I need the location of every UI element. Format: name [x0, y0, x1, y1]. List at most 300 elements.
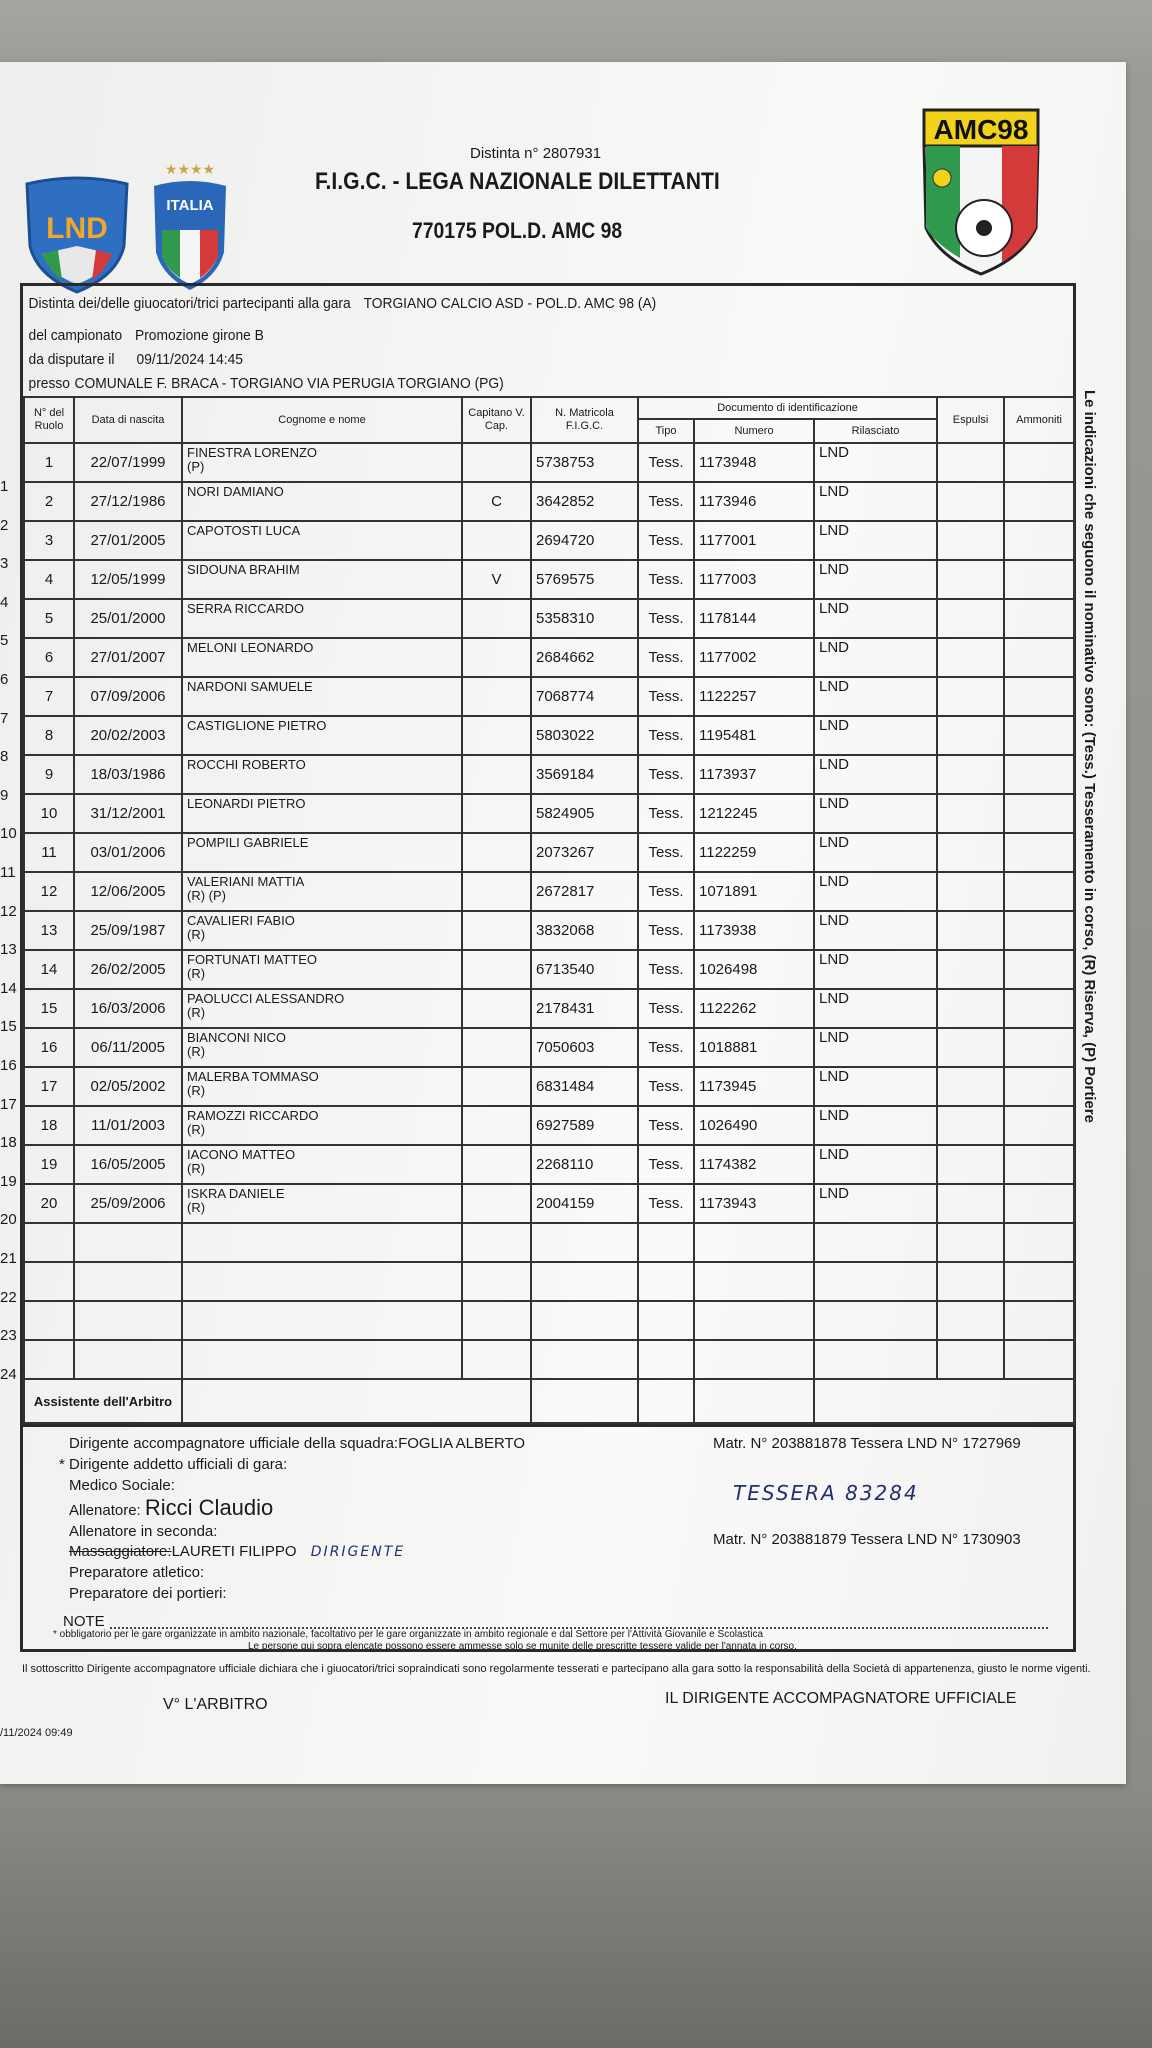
- birth-cell: 02/05/2002: [74, 1067, 182, 1106]
- matricola-cell: 3569184: [531, 755, 638, 794]
- matricola-cell: 2073267: [531, 833, 638, 872]
- ammoniti-cell: [1004, 911, 1074, 950]
- name-cell: [182, 794, 462, 833]
- ruolo-cell: 11: [24, 833, 74, 872]
- rilasciato-cell: LND: [814, 638, 937, 677]
- table-row: [24, 1301, 1074, 1340]
- assistant-cell: [531, 1379, 638, 1423]
- espulsi-cell: [937, 1067, 1004, 1106]
- rilasciato-cell: [814, 1340, 937, 1379]
- note-label: NOTE: [63, 1613, 109, 1630]
- player-name: POMPILI GABRIELE: [187, 835, 309, 850]
- captain-cell: [462, 872, 531, 911]
- ruolo-cell: 9: [24, 755, 74, 794]
- table-row: [24, 833, 1074, 872]
- rilasciato-cell: LND: [814, 1184, 937, 1223]
- tipo-cell: Tess.: [638, 443, 694, 482]
- numero-cell: 1173946: [694, 482, 814, 521]
- birth-cell: 25/09/1987: [74, 911, 182, 950]
- table-row: [24, 1262, 1074, 1301]
- birth-cell: [74, 1223, 182, 1262]
- captain-cell: [462, 950, 531, 989]
- numero-cell: 1173938: [694, 911, 814, 950]
- captain-cell: [462, 911, 531, 950]
- ruolo-cell: 14: [24, 950, 74, 989]
- ruolo-cell: 17: [24, 1067, 74, 1106]
- tipo-cell: [638, 1301, 694, 1340]
- player-name: BIANCONI NICO: [187, 1030, 286, 1045]
- tipo-cell: Tess.: [638, 872, 694, 911]
- name-cell: [182, 1301, 462, 1340]
- table-row: [24, 443, 1074, 482]
- captain-cell: [462, 1106, 531, 1145]
- allenatore-value: Ricci Claudio: [144, 1495, 274, 1520]
- date-label: da disputare il: [28, 351, 115, 368]
- table-row: [24, 599, 1074, 638]
- ruolo-cell: 12: [24, 872, 74, 911]
- header-espulsi: Espulsi: [937, 397, 1004, 443]
- tipo-cell: Tess.: [638, 677, 694, 716]
- table-row: [24, 716, 1074, 755]
- dirigente-label: Dirigente accompagnatore ufficiale della squadra:: [69, 1435, 399, 1452]
- row-index: 19: [0, 1172, 17, 1190]
- player-note: (P): [187, 459, 205, 474]
- tipo-cell: Tess.: [638, 755, 694, 794]
- name-cell: [182, 1223, 462, 1262]
- birth-cell: 07/09/2006: [74, 677, 182, 716]
- captain-cell: V: [462, 560, 531, 599]
- row-index: 7: [0, 709, 9, 727]
- rilasciato-cell: LND: [814, 794, 937, 833]
- matricola-cell: 5824905: [531, 794, 638, 833]
- ammoniti-cell: [1004, 677, 1074, 716]
- player-name: IACONO MATTEO: [187, 1147, 296, 1162]
- player-name: PAOLUCCI ALESSANDRO: [187, 991, 345, 1006]
- ruolo-cell: [24, 1223, 74, 1262]
- name-cell: [182, 482, 462, 521]
- print-timestamp: /11/2024 09:49: [0, 1727, 73, 1739]
- espulsi-cell: [937, 638, 1004, 677]
- ruolo-cell: 15: [24, 989, 74, 1028]
- row-index: 22: [0, 1288, 17, 1306]
- numero-cell: [694, 1301, 814, 1340]
- numero-cell: 1174382: [694, 1145, 814, 1184]
- players-table: [23, 396, 1075, 1424]
- ammoniti-cell: [1004, 1301, 1074, 1340]
- match-line: [23, 292, 989, 316]
- row-index: 24: [0, 1365, 17, 1383]
- matricola-cell: 3832068: [531, 911, 638, 950]
- federation-title: F.I.G.C. - LEGA NAZIONALE DILETTANTI: [315, 168, 720, 195]
- player-name: SIDOUNA BRAHIM: [187, 562, 300, 577]
- assistant-cell: [814, 1379, 1074, 1423]
- matricola-cell: 3642852: [531, 482, 638, 521]
- numero-cell: 1026490: [694, 1106, 814, 1145]
- numero-cell: [694, 1262, 814, 1301]
- birth-cell: 27/01/2007: [74, 638, 182, 677]
- table-row: [24, 677, 1074, 716]
- player-name: LEONARDI PIETRO: [187, 796, 306, 811]
- staff-section: [23, 1424, 1073, 1652]
- ammoniti-cell: [1004, 716, 1074, 755]
- table-row: [24, 482, 1074, 521]
- official-signature-label: IL DIRIGENTE ACCOMPAGNATORE UFFICIALE: [665, 1690, 1017, 1707]
- row-index: 2: [0, 516, 9, 534]
- ammoniti-cell: [1004, 755, 1074, 794]
- player-name: FORTUNATI MATTEO: [187, 952, 317, 967]
- tipo-cell: [638, 1262, 694, 1301]
- birth-cell: 12/06/2005: [74, 872, 182, 911]
- ammoniti-cell: [1004, 872, 1074, 911]
- tipo-cell: Tess.: [638, 1145, 694, 1184]
- numero-cell: 1177003: [694, 560, 814, 599]
- name-cell: [182, 1145, 462, 1184]
- row-index: 5: [0, 632, 9, 650]
- matricola-cell: 5769575: [531, 560, 638, 599]
- venue-line: [23, 372, 989, 396]
- ruolo-cell: 8: [24, 716, 74, 755]
- header-document: Documento di identificazione: [638, 397, 937, 419]
- player-name: ISKRA DANIELE: [187, 1186, 285, 1201]
- championship-value: Promozione girone B: [134, 327, 264, 344]
- rilasciato-cell: LND: [814, 911, 937, 950]
- header-captain: Capitano V. Cap.: [462, 397, 531, 443]
- birth-cell: 18/03/1986: [74, 755, 182, 794]
- italia-logo: [148, 160, 232, 292]
- date-value: 09/11/2024 14:45: [136, 351, 243, 368]
- birth-cell: [74, 1301, 182, 1340]
- captain-cell: [462, 716, 531, 755]
- name-cell: [182, 1028, 462, 1067]
- dirigente-line: [69, 1435, 525, 1452]
- ammoniti-cell: [1004, 560, 1074, 599]
- row-index: 15: [0, 1018, 17, 1036]
- birth-cell: 22/07/1999: [74, 443, 182, 482]
- espulsi-cell: [937, 560, 1004, 599]
- tipo-cell: Tess.: [638, 911, 694, 950]
- table-row: [24, 1106, 1074, 1145]
- rilasciato-cell: LND: [814, 482, 937, 521]
- tipo-cell: Tess.: [638, 1106, 694, 1145]
- ruolo-cell: 10: [24, 794, 74, 833]
- birth-cell: 31/12/2001: [74, 794, 182, 833]
- row-index: 13: [0, 941, 17, 959]
- ruolo-cell: 2: [24, 482, 74, 521]
- amc98-club-logo: [922, 108, 1040, 276]
- name-cell: [182, 1106, 462, 1145]
- table-row: [24, 1067, 1074, 1106]
- row-index: 21: [0, 1250, 17, 1267]
- numero-cell: 1173945: [694, 1067, 814, 1106]
- header-name: Cognome e nome: [182, 397, 462, 443]
- table-row: [24, 1340, 1074, 1379]
- tipo-cell: [638, 1223, 694, 1262]
- matricola-cell: 6713540: [531, 950, 638, 989]
- captain-cell: [462, 1223, 531, 1262]
- captain-cell: [462, 989, 531, 1028]
- tipo-cell: Tess.: [638, 521, 694, 560]
- rilasciato-cell: LND: [814, 599, 937, 638]
- espulsi-cell: [937, 950, 1004, 989]
- birth-cell: 12/05/1999: [74, 560, 182, 599]
- row-index: 6: [0, 671, 9, 688]
- rilasciato-cell: LND: [814, 521, 937, 560]
- numero-cell: 1173937: [694, 755, 814, 794]
- espulsi-cell: [937, 443, 1004, 482]
- matricola-cell: [531, 1223, 638, 1262]
- captain-cell: [462, 443, 531, 482]
- name-cell: [182, 677, 462, 716]
- espulsi-cell: [937, 872, 1004, 911]
- table-row: [24, 950, 1074, 989]
- captain-cell: [462, 1301, 531, 1340]
- atletico-label: Preparatore atletico:: [69, 1564, 205, 1581]
- player-name: CAVALIERI FABIO: [187, 913, 295, 928]
- massaggiatore-label: Massaggiatore:: [69, 1543, 172, 1560]
- table-row: [24, 560, 1074, 599]
- massaggiatore-line: [69, 1543, 405, 1560]
- tipo-cell: Tess.: [638, 989, 694, 1028]
- row-index: 20: [0, 1211, 17, 1229]
- assistant-referee-label: Assistente dell'Arbitro: [24, 1379, 182, 1423]
- row-index: 3: [0, 555, 9, 573]
- rilasciato-cell: LND: [814, 560, 937, 599]
- captain-cell: [462, 677, 531, 716]
- header-tipo: Tipo: [638, 419, 694, 443]
- numero-cell: [694, 1223, 814, 1262]
- rilasciato-cell: LND: [814, 677, 937, 716]
- table-row: [24, 1145, 1074, 1184]
- rilasciato-cell: LND: [814, 1028, 937, 1067]
- ammoniti-cell: [1004, 638, 1074, 677]
- player-note: (R): [187, 966, 206, 981]
- player-name: RAMOZZI RICCARDO: [187, 1108, 319, 1123]
- espulsi-cell: [937, 833, 1004, 872]
- numero-cell: 1177002: [694, 638, 814, 677]
- footnote-mandatory: * obbligatorio per le gare organizzate in ambito nazionale, facoltativo per le gare organizzate in ambito regionale e dal Settore per l'Attività Giovanile e Scolastica: [53, 1629, 764, 1640]
- ruolo-cell: [24, 1301, 74, 1340]
- date-line: [23, 348, 989, 372]
- table-row: [24, 638, 1074, 677]
- numero-cell: 1195481: [694, 716, 814, 755]
- row-index: 16: [0, 1057, 17, 1074]
- name-cell: [182, 833, 462, 872]
- handwritten-tessera: TESSERA 83284: [733, 1481, 919, 1505]
- player-note: (R): [187, 1122, 206, 1137]
- birth-cell: 25/01/2000: [74, 599, 182, 638]
- row-index: 9: [0, 786, 9, 804]
- seconda-label: Allenatore in seconda:: [69, 1523, 218, 1540]
- side-note: [1078, 390, 1098, 1123]
- ruolo-cell: 18: [24, 1106, 74, 1145]
- assistant-cell: [638, 1379, 694, 1423]
- tipo-cell: Tess.: [638, 1028, 694, 1067]
- allenatore-line: [69, 1495, 273, 1521]
- espulsi-cell: [937, 794, 1004, 833]
- rilasciato-cell: LND: [814, 833, 937, 872]
- tipo-cell: Tess.: [638, 1067, 694, 1106]
- header-birth: Data di nascita: [74, 397, 182, 443]
- venue-label: presso: [28, 375, 70, 392]
- espulsi-cell: [937, 1106, 1004, 1145]
- row-index: 23: [0, 1327, 17, 1345]
- rilasciato-cell: [814, 1301, 937, 1340]
- captain-cell: [462, 833, 531, 872]
- name-cell: [182, 560, 462, 599]
- assistant-referee-name: [182, 1379, 531, 1423]
- ammoniti-cell: [1004, 1184, 1074, 1223]
- matricola-cell: 5738753: [531, 443, 638, 482]
- ammoniti-cell: [1004, 1340, 1074, 1379]
- svg-text:LND: LND: [46, 212, 108, 245]
- tipo-cell: Tess.: [638, 716, 694, 755]
- club-title: 770175 POL.D. AMC 98: [412, 218, 623, 243]
- espulsi-cell: [937, 1262, 1004, 1301]
- tipo-cell: Tess.: [638, 560, 694, 599]
- player-name: CASTIGLIONE PIETRO: [187, 718, 327, 733]
- espulsi-cell: [937, 677, 1004, 716]
- note-line: [63, 1613, 1048, 1629]
- header-numero: Numero: [694, 419, 814, 443]
- massaggiatore-value: LAURETI FILIPPO: [171, 1543, 297, 1560]
- referee-signature-label: V° L'ARBITRO: [163, 1696, 268, 1713]
- row-index: 11: [0, 864, 16, 881]
- captain-cell: [462, 755, 531, 794]
- name-cell: [182, 1184, 462, 1223]
- espulsi-cell: [937, 1223, 1004, 1262]
- ruolo-cell: 19: [24, 1145, 74, 1184]
- ammoniti-cell: [1004, 950, 1074, 989]
- row-index: 17: [0, 1095, 17, 1113]
- rilasciato-cell: LND: [814, 950, 937, 989]
- numero-cell: 1122257: [694, 677, 814, 716]
- numero-cell: 1212245: [694, 794, 814, 833]
- espulsi-cell: [937, 911, 1004, 950]
- ammoniti-cell: [1004, 794, 1074, 833]
- matricola-cell: 7068774: [531, 677, 638, 716]
- player-name: NARDONI SAMUELE: [187, 679, 313, 694]
- rilasciato-cell: [814, 1223, 937, 1262]
- espulsi-cell: [937, 521, 1004, 560]
- numero-cell: 1178144: [694, 599, 814, 638]
- birth-cell: 27/01/2005: [74, 521, 182, 560]
- name-cell: [182, 638, 462, 677]
- ammoniti-cell: [1004, 482, 1074, 521]
- matricola-cell: 6927589: [531, 1106, 638, 1145]
- svg-text:ITALIA: ITALIA: [166, 197, 214, 214]
- rilasciato-cell: LND: [814, 716, 937, 755]
- numero-cell: 1122259: [694, 833, 814, 872]
- rilasciato-cell: [814, 1262, 937, 1301]
- matricola-cell: 2268110: [531, 1145, 638, 1184]
- name-cell: [182, 1262, 462, 1301]
- player-name: ROCCHI ROBERTO: [187, 757, 306, 772]
- matricola-cell: [531, 1340, 638, 1379]
- captain-cell: [462, 521, 531, 560]
- portieri-label: Preparatore dei portieri:: [69, 1585, 227, 1602]
- svg-text:AMC98: AMC98: [933, 114, 1029, 145]
- matricola-cell: 2672817: [531, 872, 638, 911]
- tipo-cell: Tess.: [638, 638, 694, 677]
- header-rilasciato: Rilasciato: [814, 419, 937, 443]
- tipo-cell: Tess.: [638, 1184, 694, 1223]
- table-row: [24, 1184, 1074, 1223]
- name-cell: [182, 599, 462, 638]
- rilasciato-cell: LND: [814, 1067, 937, 1106]
- birth-cell: 11/01/2003: [74, 1106, 182, 1145]
- assistant-cell: [694, 1379, 814, 1423]
- birth-cell: 06/11/2005: [74, 1028, 182, 1067]
- match-label: Distinta dei/delle giuocatori/trici partecipanti alla gara: [28, 295, 351, 312]
- captain-cell: [462, 1028, 531, 1067]
- name-cell: [182, 521, 462, 560]
- tipo-cell: Tess.: [638, 794, 694, 833]
- matricola-cell: 2004159: [531, 1184, 638, 1223]
- matricola-cell: 2684662: [531, 638, 638, 677]
- ammoniti-cell: [1004, 1067, 1074, 1106]
- header-ammoniti: Ammoniti: [1004, 397, 1074, 443]
- dirigente-matricola: Matr. N° 203881878 Tessera LND N° 1727969: [713, 1435, 1021, 1452]
- row-index: 12: [0, 902, 17, 920]
- ruolo-cell: 16: [24, 1028, 74, 1067]
- name-cell: [182, 755, 462, 794]
- player-note: (R): [187, 1161, 206, 1176]
- captain-cell: [462, 794, 531, 833]
- ammoniti-cell: [1004, 1262, 1074, 1301]
- ammoniti-cell: [1004, 1145, 1074, 1184]
- player-name: MELONI LEONARDO: [187, 640, 314, 655]
- numero-cell: 1177001: [694, 521, 814, 560]
- table-row: [24, 794, 1074, 833]
- player-name: VALERIANI MATTIA: [187, 874, 305, 889]
- birth-cell: [74, 1340, 182, 1379]
- table-row: [24, 989, 1074, 1028]
- player-note: (R): [187, 927, 206, 942]
- lnd-logo: [22, 176, 132, 294]
- matricola-cell: 2694720: [531, 521, 638, 560]
- numero-cell: 1173943: [694, 1184, 814, 1223]
- player-name: NORI DAMIANO: [187, 484, 284, 499]
- ammoniti-cell: [1004, 443, 1074, 482]
- header-ruolo: N° del Ruolo: [24, 397, 74, 443]
- matricola-cell: [531, 1262, 638, 1301]
- ruolo-cell: 4: [24, 560, 74, 599]
- distinta-number: Distinta n° 2807931: [470, 145, 602, 162]
- ammoniti-cell: [1004, 989, 1074, 1028]
- row-index: 4: [0, 593, 9, 611]
- espulsi-cell: [937, 1301, 1004, 1340]
- championship-label: del campionato: [28, 327, 123, 344]
- name-cell: [182, 1340, 462, 1379]
- name-cell: [182, 911, 462, 950]
- rilasciato-cell: LND: [814, 989, 937, 1028]
- captain-cell: C: [462, 482, 531, 521]
- row-index: 10: [0, 825, 17, 843]
- player-name: FINESTRA LORENZO: [187, 445, 318, 460]
- numero-cell: [694, 1340, 814, 1379]
- matricola-cell: 5358310: [531, 599, 638, 638]
- numero-cell: 1173948: [694, 443, 814, 482]
- matricola-cell: [531, 1301, 638, 1340]
- matricola-cell: 2178431: [531, 989, 638, 1028]
- espulsi-cell: [937, 599, 1004, 638]
- handwritten-dirigente: DIRIGENTE: [310, 1544, 406, 1560]
- name-cell: [182, 443, 462, 482]
- ruolo-cell: 6: [24, 638, 74, 677]
- captain-cell: [462, 599, 531, 638]
- rilasciato-cell: LND: [814, 443, 937, 482]
- birth-cell: 26/02/2005: [74, 950, 182, 989]
